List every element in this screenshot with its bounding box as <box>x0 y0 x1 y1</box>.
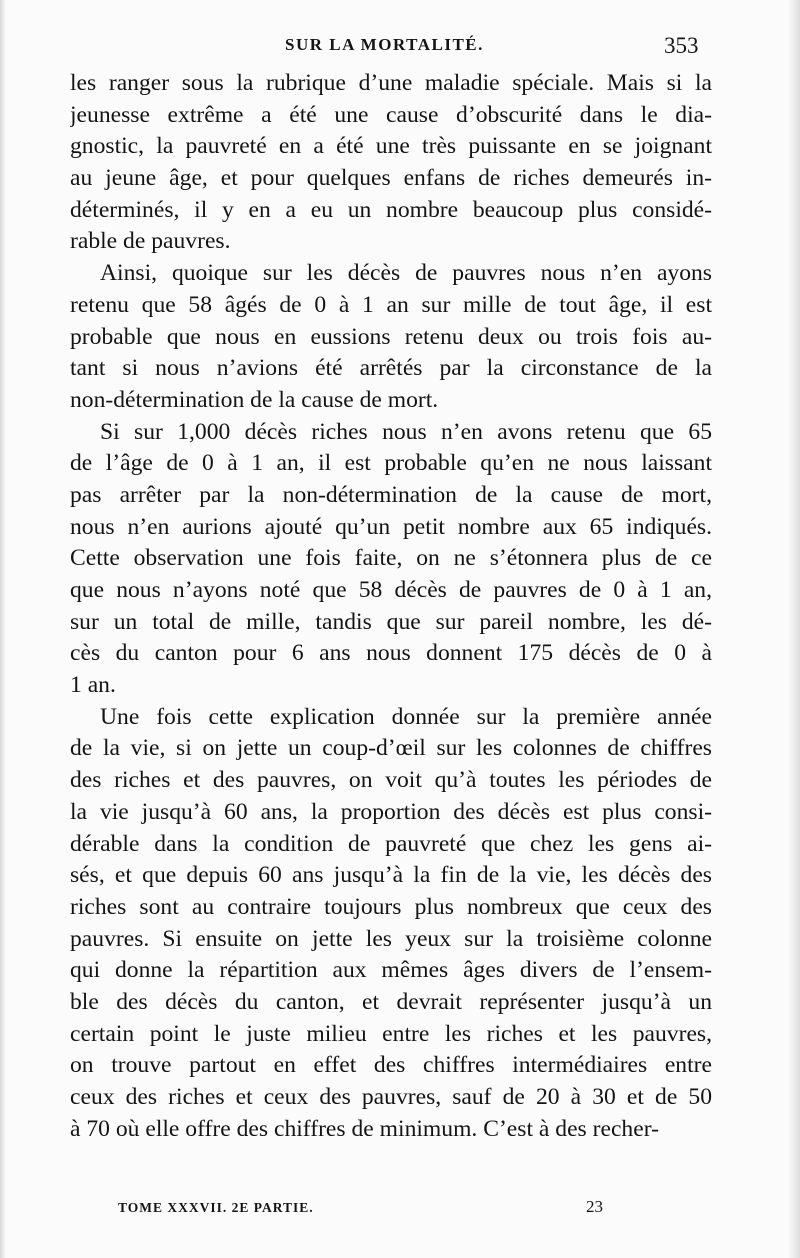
paragraph <box>70 417 712 702</box>
text-line: probable que nous en eussions retenu deux ou trois fois au- <box>70 323 712 350</box>
text-line: nous n’en aurions ajouté qu’un petit nombre aux 65 indiqués. <box>70 513 712 540</box>
text-line: riches sont au contraire toujours plus nombreux que ceux des <box>70 893 712 920</box>
text-line: rable de pauvres. <box>70 228 231 255</box>
text-line: Cette observation une fois faite, on ne s’étonnera plus de ce <box>70 545 712 572</box>
text-line: de l’âge de 0 à 1 an, il est probable qu’en ne nous laissant <box>70 450 712 477</box>
text-line: ceux des riches et ceux des pauvres, sauf de 20 à 30 et de 50 <box>70 1084 712 1110</box>
text-line: Si sur 1,000 décès riches nous n’en avons retenu que 65 <box>100 418 712 445</box>
text-line: déterminés, il y en a eu un nombre beaucoup plus considé- <box>70 196 712 223</box>
running-head <box>0 33 800 59</box>
text-line: retenu que 58 âgés de 0 à 1 an sur mille de tout âge, il est <box>70 291 712 318</box>
text-line: à 70 où elle offre des chiffres de minimum. C’est à des recher- <box>70 1115 659 1142</box>
page-left-shadow <box>0 0 6 1258</box>
signature-mark: TOME XXXVII. 2E PARTIE. <box>118 1200 314 1215</box>
text-line: gnostic, la pauvreté en a été une très puissante en se joignant <box>70 133 712 160</box>
text-line: Une fois cette explication donnée sur la première année <box>100 703 712 730</box>
page-right-shadow <box>788 0 800 1258</box>
text-line: jeunesse extrême a été une cause d’obscurité dans le dia- <box>70 101 712 128</box>
running-title: SUR LA MORTALITÉ. <box>285 35 484 54</box>
text-line: la vie jusqu’à 60 ans, la proportion des décès est plus consi- <box>70 798 712 825</box>
text-line: non-détermination de la cause de mort. <box>70 386 439 413</box>
text-line: 1 an. <box>70 672 116 699</box>
paragraph <box>70 258 712 416</box>
text-line: des riches et des pauvres, on voit qu’à toutes les périodes de <box>70 767 712 794</box>
text-line: dérable dans la condition de pauvreté que chez les gens ai- <box>70 830 712 857</box>
text-line: Ainsi, quoique sur les décès de pauvres nous n’en ayons <box>100 260 712 287</box>
text-line: de la vie, si on jette un coup-d’œil sur les colonnes de chiffres <box>70 735 712 762</box>
text-line: cès du canton pour 6 ans nous donnent 175 décès de 0 à <box>70 640 712 667</box>
paragraph <box>70 702 712 1146</box>
text-line: ble des décès du canton, et devrait représenter jusqu’à un <box>70 988 712 1015</box>
text-line: certain point le juste milieu entre les riches et les pauvres, <box>70 1020 712 1047</box>
text-line: on trouve partout en effet des chiffres intermédiaires entre <box>70 1052 712 1079</box>
text-line: tant si nous n’avions été arrêtés par la circonstance de la <box>70 355 712 382</box>
text-line: sur un total de mille, tandis que sur pareil nombre, les dé- <box>70 608 712 635</box>
text-line: au jeune âge, et pour quelques enfans de riches demeurés in- <box>70 165 712 192</box>
text-line: qui donne la répartition aux mêmes âges divers de l’ensem- <box>70 957 712 984</box>
page-footer <box>0 1197 800 1224</box>
text-line: les ranger sous la rubrique d’une maladie spéciale. Mais si la <box>70 70 712 96</box>
text-line: sés, et que depuis 60 ans jusqu’à la fin de la vie, les décès des <box>70 862 712 889</box>
text-line: pas arrêter par la non-détermination de la cause de mort, <box>70 481 712 508</box>
text-line: pauvres. Si ensuite on jette les yeux sur la troisième colonne <box>70 925 712 952</box>
paragraph <box>70 68 712 258</box>
text-line: que nous n’ayons noté que 58 décès de pauvres de 0 à 1 an, <box>70 577 712 603</box>
page-number: 353 <box>664 33 699 58</box>
signature-number: 23 <box>586 1197 603 1216</box>
body-text <box>70 68 712 1145</box>
